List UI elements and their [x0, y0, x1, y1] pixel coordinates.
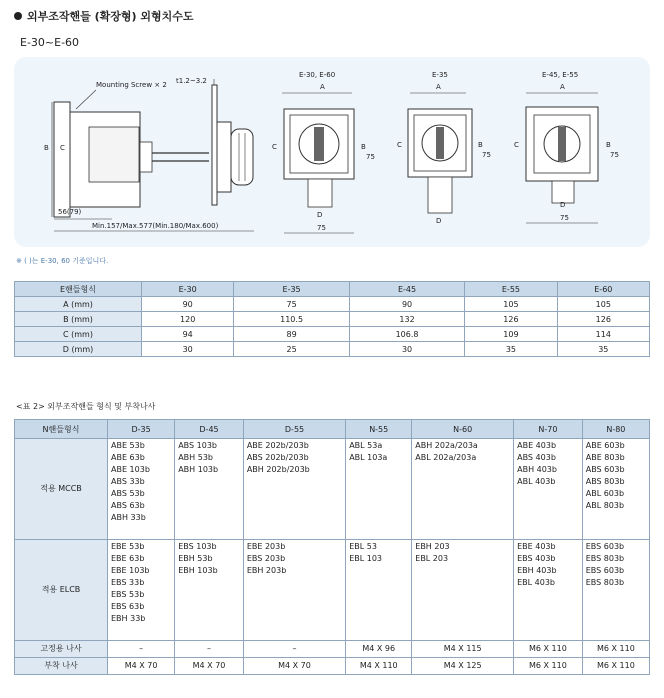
header-cell: N-70	[514, 420, 583, 439]
door-panel	[212, 85, 217, 205]
header-cell: D-35	[108, 420, 175, 439]
header-cell: N-60	[412, 420, 514, 439]
view1-title: E-30, E-60	[299, 71, 336, 79]
header-cell: E-60	[557, 282, 649, 297]
svg-text:B: B	[361, 143, 366, 151]
footnote: ※ ( )는 E-30, 60 기준입니다.	[16, 257, 109, 265]
model-range: E-30~E-60	[20, 36, 80, 49]
bullet-icon	[14, 12, 22, 20]
header-cell: E-45	[349, 282, 464, 297]
svg-text:75: 75	[560, 214, 569, 222]
front-view-e45-e55	[514, 71, 619, 223]
header-cell: N-55	[346, 420, 412, 439]
front-view-e35	[397, 71, 491, 225]
svg-text:C: C	[272, 143, 277, 151]
length-label: Min.157/Max.577(Min.180/Max.600)	[92, 222, 219, 230]
header-cell: E-35	[234, 282, 349, 297]
svg-text:C: C	[514, 141, 519, 149]
svg-text:B: B	[606, 141, 611, 149]
header-cell: D-45	[175, 420, 244, 439]
svg-text:75: 75	[317, 224, 326, 232]
svg-text:75: 75	[366, 153, 375, 161]
handle-knob	[231, 129, 253, 185]
dimension-table	[14, 281, 650, 357]
drawing-svg	[14, 57, 650, 247]
handle-type-table	[14, 419, 650, 675]
dimension-drawing	[14, 57, 650, 247]
svg-text:A: A	[320, 83, 325, 91]
attach-screw-row: 부착 나사 M4 X 70 M4 X 70 M4 X 70 M4 X 110 M4 X 125 M6 X 110 M6 X 110	[15, 658, 650, 675]
section-title: 외부조작핸들 (확장형) 외형치수도	[14, 8, 193, 24]
mounting-screw-label: Mounting Screw × 2	[96, 81, 167, 89]
side-c-label: C	[60, 144, 65, 152]
svg-text:D: D	[317, 211, 323, 219]
header-cell: D-55	[243, 420, 345, 439]
fix-screw-row: 고정용 나사 – – – M4 X 96 M4 X 115 M6 X 110 M6 X 110	[15, 641, 650, 658]
table-row: C (mm) 94 89 106.8 109 114	[15, 327, 650, 342]
side-panel	[54, 102, 70, 217]
thickness-label: t1.2~3.2	[176, 77, 207, 85]
svg-text:B: B	[478, 141, 483, 149]
side-b-label: B	[44, 144, 49, 152]
svg-text:A: A	[560, 83, 565, 91]
svg-text:C: C	[397, 141, 402, 149]
table-header-row	[15, 282, 650, 297]
svg-text:75: 75	[610, 151, 619, 159]
table-row: D (mm) 30 25 30 35 35	[15, 342, 650, 357]
header-cell: N핸들형식	[15, 420, 108, 439]
svg-text:75: 75	[482, 151, 491, 159]
header-cell: E-30	[142, 282, 234, 297]
mccb-row: 적용 MCCB ABE 53b ABE 63b ABE 103b ABS 33b ABS 53b ABS 63b ABH 33b ABS 103b ABH 53b ABH 103b ABE 202b/203b ABS 202b/203b ABH 202b/203b ABL 53a ABL 103a ABH 202a/203a ABL 202a/203a ABE 403b ABS 403b ABH 403b ABL 403b ABE 603b ABE 803b ABS 603b ABS 803b ABL 603b ABL 803b	[15, 439, 650, 540]
svg-text:A: A	[436, 83, 441, 91]
table-row: A (mm) 90 75 90 105 105	[15, 297, 650, 312]
view2-title: E-35	[432, 71, 448, 79]
svg-text:D: D	[560, 201, 566, 209]
side-view	[44, 77, 254, 231]
view3-title: E-45, E-55	[542, 71, 579, 79]
header-cell: E핸들형식	[15, 282, 142, 297]
elcb-row: 적용 ELCB EBE 53b EBE 63b EBE 103b EBS 33b EBS 53b EBS 63b EBH 33b EBS 103b EBH 53b EBH 103b EBE 203b EBS 203b EBH 203b EBL 53 EBL 103 EBH 203 EBL 203 EBE 403b EBS 403b EBH 403b EBL 403b EBS 603b EBS 803b EBS 603b EBS 803b	[15, 540, 650, 641]
front-view-e30-e60	[272, 71, 375, 233]
svg-text:D: D	[436, 217, 442, 225]
table-row: B (mm) 120 110.5 132 126 126	[15, 312, 650, 327]
table-header-row	[15, 420, 650, 439]
depth-label: 56(79)	[58, 208, 82, 216]
header-cell: E-55	[465, 282, 557, 297]
table2-title: <표 2> 외부조작핸들 형식 및 부착나사	[16, 402, 156, 411]
header-cell: N-80	[582, 420, 649, 439]
